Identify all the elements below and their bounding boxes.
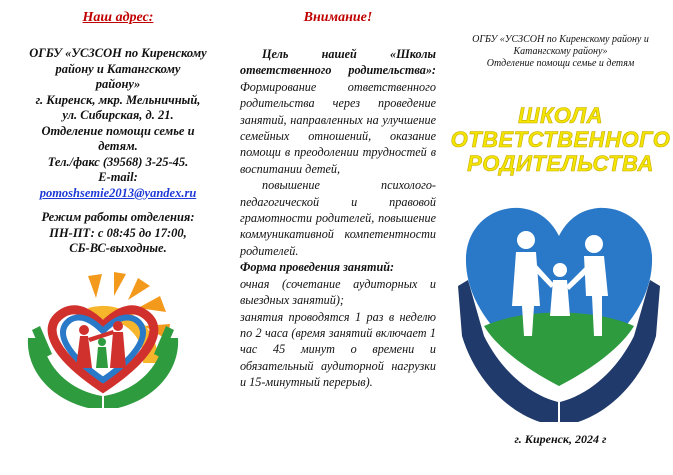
- title-line: ОТВЕТСТВЕННОГО: [450, 127, 671, 152]
- address-line: району»: [95, 77, 141, 91]
- org-line: Катангскому району»: [513, 46, 608, 57]
- column-cover: [448, 0, 673, 475]
- hours-line: Режим работы отделения:: [41, 210, 195, 224]
- column-address: [0, 0, 236, 475]
- attention-heading: Внимание!: [303, 10, 373, 25]
- address-line: г. Киренск, мкр. Мельничный,: [35, 92, 201, 107]
- form-label: Форма проведения занятий:: [240, 260, 395, 275]
- form-text: очная (сочетание аудиторных и выездных занятий);: [240, 276, 436, 308]
- address-line: детям.: [98, 139, 138, 153]
- goal-text-2: повышение психолого-педагогической и правовой грамотности родителей, повышение коммуникативной компетентности родителей.: [240, 178, 436, 258]
- goal-text: Формирование ответственного родительства через проведение занятий, направленных на улучшение семейных отношений, оказание помощи в преодолении трудностей в воспитании детей,: [240, 79, 436, 176]
- address-line: ОГБУ «УСЗСОН по Киренскому: [29, 46, 207, 60]
- hours-line: СБ-ВС-выходные.: [69, 241, 167, 255]
- column-info: [236, 0, 440, 475]
- address-line: району и Катангскому: [55, 61, 181, 76]
- org-line: Отделение помощи семье и детям: [486, 58, 635, 69]
- organization-block: [448, 34, 673, 70]
- address-line: ул. Сибирская, д. 21.: [62, 108, 174, 122]
- address-line: Отделение помощи семье и: [41, 123, 195, 138]
- family-heart-hands-sun-logo-icon: [18, 268, 188, 418]
- hours-line: ПН-ПТ: с 08:45 до 17:00,: [49, 225, 187, 240]
- phone-line: Тел./факс (39568) 3-25-45.: [47, 154, 189, 169]
- info-body: [240, 46, 436, 391]
- goal-label: Цель нашей «Школы ответственного родительства»:: [240, 47, 436, 78]
- email-label: E-mail:: [98, 170, 138, 184]
- title-line: РОДИТЕЛЬСТВА: [467, 151, 654, 176]
- address-block: [8, 46, 228, 201]
- schedule-text: занятия проводятся 1 раз в неделю по 2 часа (время занятий включает 1 час 45 минут о времени и обязательный аудиторной нагрузки и 15-минутный перерыв).: [240, 309, 436, 390]
- org-line: ОГБУ «УСЗСОН по Киренскому району и: [472, 34, 649, 45]
- work-hours: [8, 210, 228, 257]
- city-year: г. Киренск, 2024 г: [514, 432, 607, 446]
- brochure-title: [448, 104, 673, 176]
- email-link[interactable]: pomoshsemie2013@yandex.ru: [39, 185, 197, 200]
- address-heading: Наш адрес:: [82, 10, 154, 25]
- title-line: ШКОЛА: [517, 103, 604, 128]
- family-heart-hands-logo-icon: [454, 196, 664, 426]
